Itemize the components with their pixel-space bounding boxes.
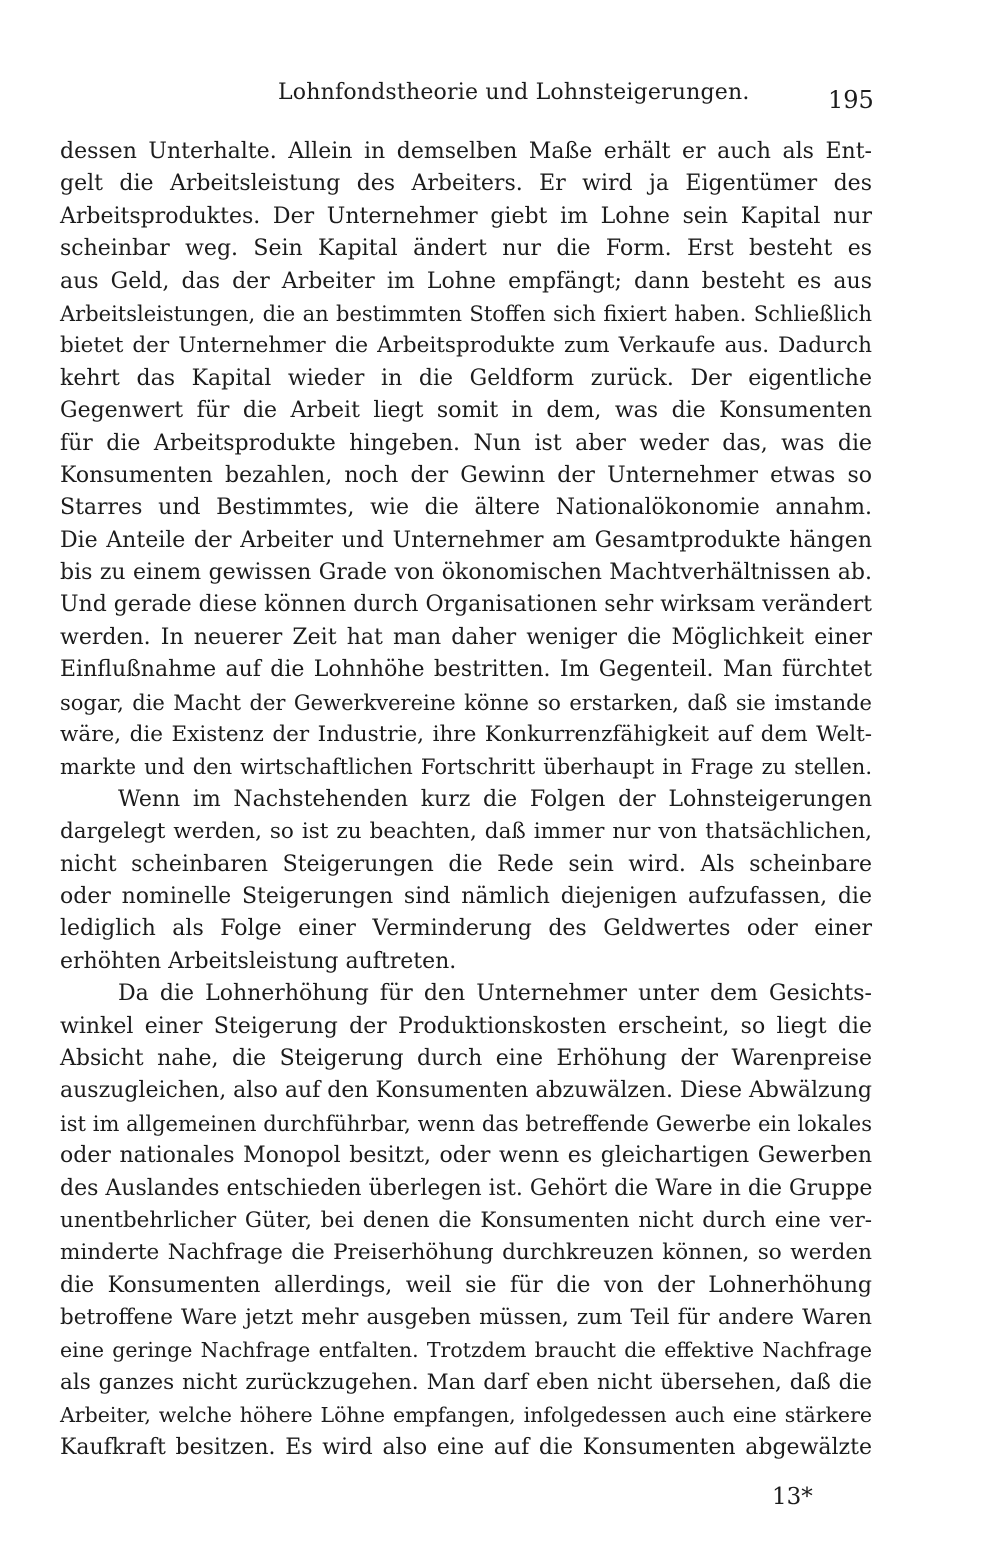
text-line: Die Anteile der Arbeiter und Unternehmer am Gesamtprodukte hängen — [60, 527, 872, 553]
text-line: Kaufkraft besitzen. Es wird also eine auf die Konsumenten abgewälzte — [60, 1434, 872, 1460]
text-line: oder nominelle Steigerungen sind nämlich diejenigen aufzufassen, die — [60, 883, 872, 909]
text-line: Absicht nahe, die Steigerung durch eine Erhöhung der Warenpreise — [60, 1045, 872, 1071]
text-line: bietet der Unternehmer die Arbeitsprodukte zum Verkaufe aus. Dadurch — [60, 333, 872, 359]
text-line: Arbeiter, welche höhere Löhne empfangen, infolgedessen auch eine stärkere — [60, 1403, 872, 1428]
text-line: Starres und Bestimmtes, wie die ältere Nationalökonomie annahm. — [60, 495, 872, 521]
text-line: markte und den wirtschaftlichen Fortschritt überhaupt in Frage zu stellen. — [60, 755, 872, 780]
text-line: kehrt das Kapital wieder in die Geldform zurück. Der eigentliche — [60, 365, 872, 391]
text-line: lediglich als Folge einer Verminderung des Geldwertes oder einer — [60, 916, 872, 942]
text-line: die Konsumenten allerdings, weil sie für die von der Lohnerhöhung — [60, 1272, 872, 1298]
text-line: aus Geld, das der Arbeiter im Lohne empfängt; dann besteht es aus — [60, 268, 872, 294]
text-line: gelt die Arbeitsleistung des Arbeiters. Er wird ja Eigentümer des — [60, 171, 872, 197]
text-line: wäre, die Existenz der Industrie, ihre Konkurrenzfähigkeit auf dem Welt- — [60, 722, 872, 748]
text-line: als ganzes nicht zurückzugehen. Man darf eben nicht übersehen, daß die — [60, 1369, 872, 1395]
running-header-title: Lohnfondstheorie und Lohnsteigerungen. — [278, 80, 750, 105]
text-line: unentbehrlicher Güter, bei denen die Konsumenten nicht durch eine ver- — [60, 1207, 872, 1233]
text-line: dargelegt werden, so ist zu beachten, daß immer nur von thatsächlichen, — [60, 819, 872, 845]
text-line: bis zu einem gewissen Grade von ökonomischen Machtverhältnissen ab. — [60, 560, 872, 586]
text-line: nicht scheinbaren Steigerungen die Rede sein wird. Als scheinbare — [60, 851, 872, 877]
text-line: scheinbar weg. Sein Kapital ändert nur die Form. Erst besteht es — [60, 236, 872, 262]
page-number: 195 — [828, 86, 874, 114]
text-line: winkel einer Steigerung der Produktionskosten erscheint, so liegt die — [60, 1013, 872, 1039]
text-line: werden. In neuerer Zeit hat man daher weniger die Möglichkeit einer — [60, 624, 872, 650]
text-line: auszugleichen, also auf den Konsumenten abzuwälzen. Diese Abwälzung — [60, 1078, 873, 1104]
text-line: des Auslandes entschieden überlegen ist. Gehört die Ware in die Gruppe — [60, 1175, 873, 1201]
text-line: Einflußnahme auf die Lohnhöhe bestritten. Im Gegenteil. Man fürchtet — [60, 657, 872, 683]
text-line: minderte Nachfrage die Preiserhöhung durchkreuzen können, so werden — [60, 1240, 872, 1266]
text-line: dessen Unterhalte. Allein in demselben Maße erhält er auch als Ent- — [60, 139, 872, 164]
text-line: eine geringe Nachfrage entfalten. Trotzdem braucht die effektive Nachfrage — [60, 1338, 872, 1363]
text-line: Arbeitsleistungen, die an bestimmten Stoffen sich fixiert haben. Schließlich — [60, 301, 872, 326]
signature-mark: 13* — [772, 1484, 813, 1510]
text-line: Und gerade diese können durch Organisationen sehr wirksam verändert — [60, 592, 872, 618]
text-line: erhöhten Arbeitsleistung auftreten. — [60, 948, 457, 974]
text-line: Konsumenten bezahlen, noch der Gewinn der Unternehmer etwas so — [60, 462, 872, 488]
text-line: betroffene Ware jetzt mehr ausgeben müssen, zum Teil für andere Waren — [60, 1305, 872, 1331]
text-line: Gegenwert für die Arbeit liegt somit in dem, was die Konsumenten — [60, 398, 872, 424]
text-line: ist im allgemeinen durchführbar, wenn das betreffende Gewerbe ein lokales — [60, 1111, 872, 1136]
text-line: für die Arbeitsprodukte hingeben. Nun ist aber weder das, was die — [60, 430, 872, 456]
text-line: Da die Lohnerhöhung für den Unternehmer unter dem Gesichts- — [118, 981, 872, 1007]
text-line: sogar, die Macht der Gewerkvereine könne so erstarken, daß sie imstande — [60, 690, 872, 715]
text-line: oder nationales Monopol besitzt, oder wenn es gleichartigen Gewerben — [60, 1143, 872, 1169]
text-line: Wenn im Nachstehenden kurz die Folgen der Lohnsteigerungen — [118, 786, 872, 812]
body-text — [60, 136, 872, 1464]
text-line: Arbeitsproduktes. Der Unternehmer giebt im Lohne sein Kapital nur — [60, 203, 872, 229]
